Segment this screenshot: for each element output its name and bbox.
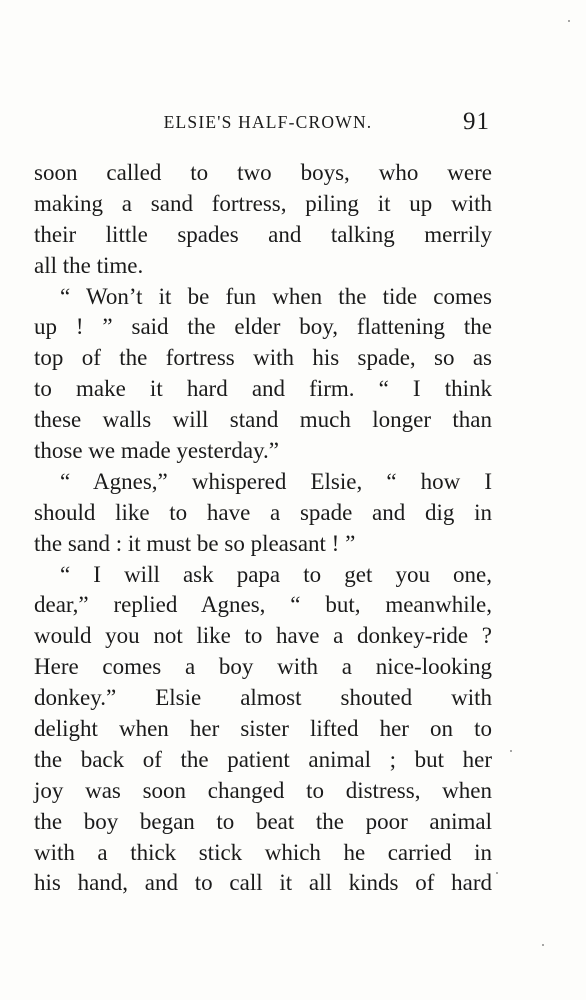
text-line: “ Agnes,” whispered Elsie, “ how I: [60, 468, 492, 494]
text-line: with a thick stick which he carried in: [34, 839, 492, 865]
text-line: delight when her sister lifted her on to: [34, 716, 492, 742]
text-line: making a sand fortress, piling it up with: [34, 190, 492, 216]
page-number: 91: [463, 108, 490, 135]
body-text: [34, 158, 492, 899]
text-line: top of the fortress with his spade, so as: [34, 345, 492, 371]
text-line: donkey.” Elsie almost shouted with: [34, 685, 492, 711]
text-line: should like to have a spade and dig in: [34, 499, 492, 525]
text-line: up ! ” said the elder boy, flattening the: [34, 314, 492, 340]
text-line: Here comes a boy with a nice-looking: [34, 654, 492, 680]
running-title: ELSIE'S HALF-CROWN.: [163, 112, 373, 132]
paper-speck: [568, 20, 570, 22]
text-line: “ Won’t it be fun when the tide comes: [60, 283, 492, 309]
paper-speck: [510, 750, 512, 752]
running-header: [34, 108, 492, 140]
text-line: those we made yesterday.”: [34, 438, 280, 464]
text-line: joy was soon changed to distress, when: [34, 777, 492, 803]
text-line: “ I will ask papa to get you one,: [60, 561, 492, 587]
text-line: would you not like to have a donkey-ride ?: [34, 623, 492, 649]
text-line: the boy began to beat the poor animal: [34, 808, 492, 834]
text-line: the back of the patient animal ; but her: [34, 746, 492, 772]
text-line: all the time.: [34, 252, 144, 278]
text-line: these walls will stand much longer than: [34, 407, 492, 433]
text-line: soon called to two boys, who were: [34, 160, 492, 185]
text-line: dear,” replied Agnes, “ but, meanwhile,: [34, 592, 492, 618]
paper-speck: [542, 944, 544, 946]
text-line: his hand, and to call it all kinds of hard: [34, 870, 492, 896]
text-line: to make it hard and firm. “ I think: [34, 376, 492, 402]
text-line: the sand : it must be so pleasant ! ”: [34, 530, 356, 556]
text-line: their little spades and talking merrily: [34, 221, 492, 247]
paper-speck: [496, 872, 498, 874]
